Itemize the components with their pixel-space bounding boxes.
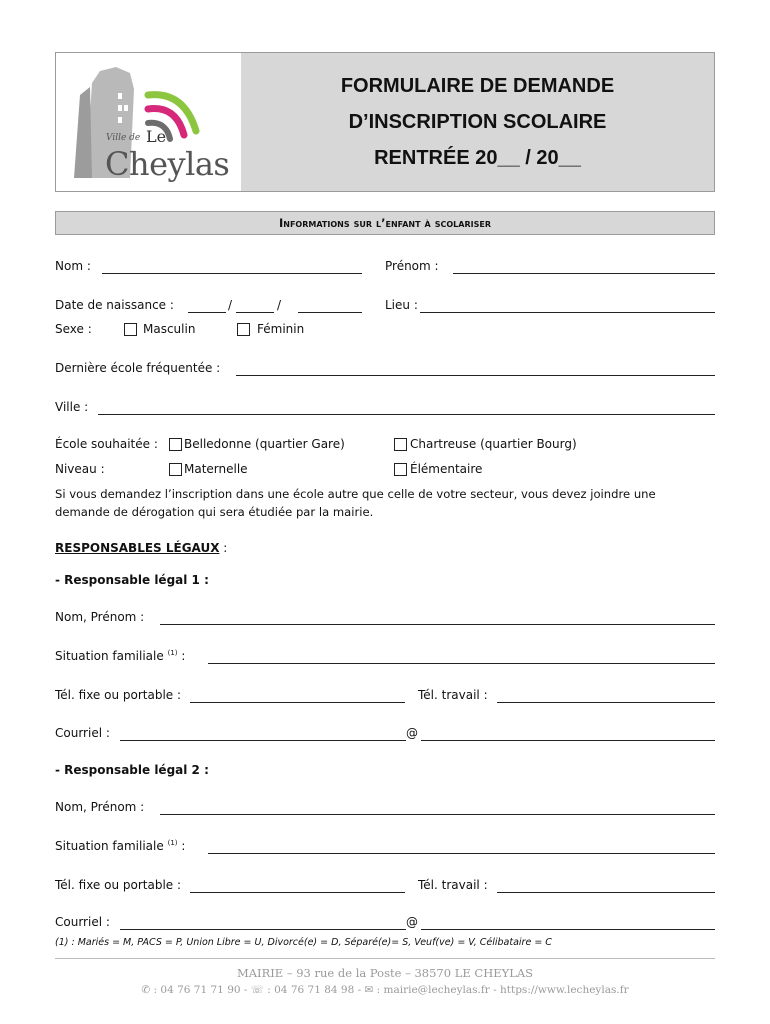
form-header <box>55 52 715 192</box>
prenom-label: Prénom : <box>385 259 439 273</box>
r1-tel-label: Tél. fixe ou portable : <box>55 688 182 702</box>
situation-colon: : <box>177 839 186 853</box>
masculin-label: Masculin <box>143 322 196 336</box>
situation-label-text: Situation familiale <box>55 649 164 663</box>
nom-field[interactable] <box>102 273 362 274</box>
responsables-heading-text: RESPONSABLES LÉGAUX <box>55 541 220 555</box>
title-block <box>241 53 714 191</box>
responsables-heading-suffix: : <box>219 541 228 555</box>
dob-separator: / <box>277 298 282 312</box>
chartreuse-checkbox[interactable] <box>394 438 407 451</box>
r1-at-sign: @ <box>406 726 418 740</box>
derniere-ecole-label: Dernière école fréquentée : <box>55 361 221 375</box>
derniere-ecole-field[interactable] <box>236 375 715 376</box>
r2-situation-field[interactable] <box>208 853 715 854</box>
r2-nom-prenom-label: Nom, Prénom : <box>55 800 145 814</box>
masculin-checkbox[interactable] <box>124 323 137 336</box>
footnote-ref: (1) <box>167 839 178 847</box>
derogation-notice-line2: demande de dérogation qui sera étudiée par la mairie. <box>55 505 374 519</box>
r2-at-sign: @ <box>406 915 418 929</box>
r1-tel-travail-field[interactable] <box>497 702 715 703</box>
r2-courriel-user-field[interactable] <box>120 929 406 930</box>
r1-situation-label <box>55 649 185 663</box>
lieu-label: Lieu : <box>385 298 418 312</box>
form-title-line3: RENTRÉE 20__ / 20__ <box>374 147 581 169</box>
r2-courriel-label: Courriel : <box>55 915 110 929</box>
r2-situation-label <box>55 839 185 853</box>
sexe-label: Sexe : <box>55 322 92 336</box>
r1-tel-travail-label: Tél. travail : <box>418 688 488 702</box>
form-title-line1: FORMULAIRE DE DEMANDE <box>340 75 615 97</box>
logo-main-text: Cheylas <box>105 145 230 183</box>
belledonne-checkbox[interactable] <box>169 438 182 451</box>
footer-divider <box>55 958 715 959</box>
maternelle-label: Maternelle <box>184 462 248 476</box>
r1-nom-prenom-field[interactable] <box>160 624 715 625</box>
r1-courriel-label: Courriel : <box>55 726 110 740</box>
responsable2-title: - Responsable légal 2 : <box>55 763 209 777</box>
ecole-label: École souhaitée : <box>55 437 158 451</box>
responsable1-title: - Responsable légal 1 : <box>55 573 209 587</box>
dob-month-field[interactable] <box>236 312 274 313</box>
elementaire-checkbox[interactable] <box>394 463 407 476</box>
r1-courriel-domain-field[interactable] <box>421 740 715 741</box>
chartreuse-label: Chartreuse (quartier Bourg) <box>410 437 577 451</box>
r2-tel-travail-label: Tél. travail : <box>418 878 488 892</box>
nom-label: Nom : <box>55 259 91 273</box>
r2-courriel-domain-field[interactable] <box>421 929 715 930</box>
logo-small-text: Ville de <box>106 133 141 143</box>
feminin-label: Féminin <box>257 322 305 336</box>
situation-label-text: Situation familiale <box>55 839 164 853</box>
r2-tel-label: Tél. fixe ou portable : <box>55 878 182 892</box>
footer-contact: ✆ : 04 76 71 71 90 - ☏ : 04 76 71 84 98 - ✉ : mairie@lecheylas.fr - https://www.lecheylas.fr <box>141 984 629 996</box>
section-header <box>55 211 715 235</box>
niveau-label: Niveau : <box>55 462 105 476</box>
municipality-logo <box>56 53 242 191</box>
prenom-field[interactable] <box>453 273 715 274</box>
form-title-line2: D’INSCRIPTION SCOLAIRE <box>348 111 607 133</box>
belledonne-label: Belledonne (quartier Gare) <box>184 437 345 451</box>
dob-separator: / <box>228 298 233 312</box>
dob-year-field[interactable] <box>298 312 362 313</box>
r1-courriel-user-field[interactable] <box>120 740 406 741</box>
r1-situation-field[interactable] <box>208 663 715 664</box>
footer-address: MAIRIE – 93 rue de la Poste – 38570 LE CHEYLAS <box>236 966 534 980</box>
section-title: Informations sur l’enfant à scolariser <box>278 216 491 230</box>
responsables-heading <box>55 541 227 555</box>
dob-day-field[interactable] <box>188 312 226 313</box>
situation-footnote: (1) : Mariés = M, PACS = P, Union Libre = U, Divorcé(e) = D, Séparé(e)= S, Veuf(ve) = V, Célibataire = C <box>55 937 552 948</box>
situation-colon: : <box>177 649 186 663</box>
r1-tel-field[interactable] <box>190 702 405 703</box>
logo-le-text: Le <box>146 127 167 146</box>
footnote-ref: (1) <box>167 649 178 657</box>
maternelle-checkbox[interactable] <box>169 463 182 476</box>
r1-nom-prenom-label: Nom, Prénom : <box>55 610 145 624</box>
dob-label: Date de naissance : <box>55 298 174 312</box>
r2-nom-prenom-field[interactable] <box>160 814 715 815</box>
derogation-notice-line1: Si vous demandez l’inscription dans une école autre que celle de votre secteur, vous devez joindre une <box>55 487 656 501</box>
lieu-field[interactable] <box>420 312 715 313</box>
elementaire-label: Élémentaire <box>410 462 483 476</box>
r2-tel-field[interactable] <box>190 892 405 893</box>
feminin-checkbox[interactable] <box>237 323 250 336</box>
ville-field[interactable] <box>98 414 715 415</box>
r2-tel-travail-field[interactable] <box>497 892 715 893</box>
ville-label: Ville : <box>55 400 89 414</box>
